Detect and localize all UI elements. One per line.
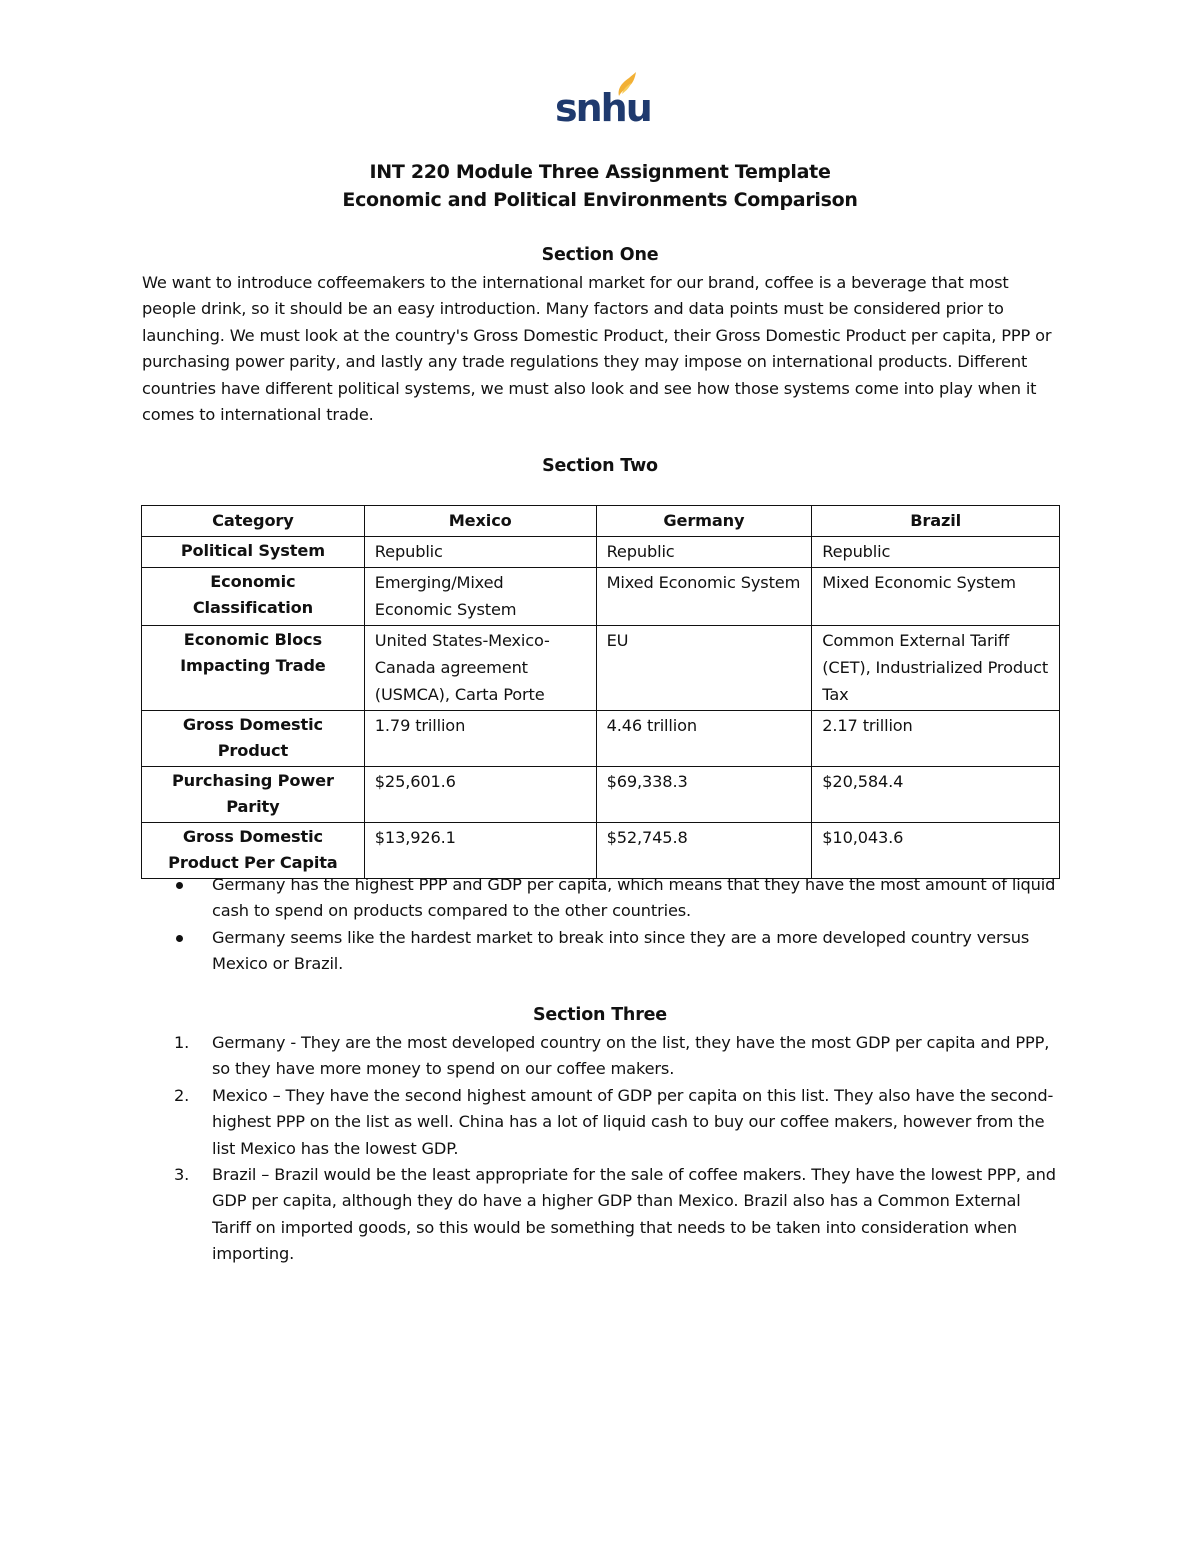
bullet-text: Germany has the highest PPP and GDP per capita, which means that they have the most amount of liquid cash to spend on products compared to the other countries. (212, 875, 1056, 921)
list-text: Brazil – Brazil would be the least appropriate for the sale of coffee makers. They have the lowest PPP, and GDP per capita, although they do have a higher GDP than Mexico. Brazil also has a Common External Tariff on imported goods, so this would be something that needs to be taken into consideration when importing. (212, 1165, 1056, 1264)
table-cell: EU (596, 626, 812, 711)
row-label: Economic Blocs Impacting Trade (142, 626, 365, 711)
header-brazil: Brazil (812, 506, 1060, 537)
section-one-body: We want to introduce coffeemakers to the international market for our brand, coffee is a beverage that most people drink, so it should be an easy introduction. Many factors and data points must be considered prior to launching. We must look at the country's Gross Domestic Product, their Gross Domestic Product per capita, PPP or purchasing power parity, and lastly any trade regulations they may impose on international products. Different countries have different political systems, we must also look and see how those systems come into play when it comes to international trade. (142, 273, 1052, 425)
comparison-table (141, 505, 1060, 879)
header-category: Category (142, 506, 365, 537)
list-number: 3. (174, 1165, 190, 1185)
table-cell: $13,926.1 (364, 823, 596, 879)
list-number: 2. (174, 1085, 190, 1105)
bullet-icon (176, 935, 183, 942)
table-cell: 4.46 trillion (596, 711, 812, 767)
row-label: Political System (142, 537, 365, 568)
list-item (142, 1030, 1060, 1083)
list-item (142, 925, 1060, 978)
row-label: Purchasing Power Parity (142, 767, 365, 823)
section-one-heading: Section One (541, 245, 659, 265)
section-three-list (142, 1030, 1060, 1268)
list-number: 1. (174, 1033, 190, 1052)
table-cell: Republic (364, 537, 596, 568)
table-cell: $52,745.8 (596, 823, 812, 879)
logo-wordmark: snhu (555, 86, 651, 130)
row-label: Economic Classification (142, 568, 365, 626)
table-row (142, 537, 1060, 568)
header-mexico: Mexico (364, 506, 596, 537)
table-cell: Common External Tariff (CET), Industrialized Product Tax (812, 626, 1060, 711)
table-cell: Republic (596, 537, 812, 568)
snhu-logo (555, 72, 651, 132)
table-cell: $69,338.3 (596, 767, 812, 823)
table-cell: $25,601.6 (364, 767, 596, 823)
table-row (142, 711, 1060, 767)
table-cell: Republic (812, 537, 1060, 568)
table-row (142, 823, 1060, 879)
table-cell: 2.17 trillion (812, 711, 1060, 767)
document-title: INT 220 Module Three Assignment Template (369, 161, 831, 183)
header-germany: Germany (596, 506, 812, 537)
section-two-heading: Section Two (542, 456, 658, 476)
table-row (142, 568, 1060, 626)
document-subtitle: Economic and Political Environments Comparison (342, 189, 858, 211)
row-label: Gross Domestic Product (142, 711, 365, 767)
table-cell: $10,043.6 (812, 823, 1060, 879)
table-cell: $20,584.4 (812, 767, 1060, 823)
table-cell: Mixed Economic System (596, 568, 812, 626)
table-row (142, 626, 1060, 711)
table-cell: Emerging/Mixed Economic System (364, 568, 596, 626)
list-item (142, 872, 1060, 925)
list-item (142, 1083, 1060, 1162)
section-three-heading: Section Three (533, 1005, 667, 1025)
list-item (142, 1162, 1060, 1268)
bullet-text: Germany seems like the hardest market to break into since they are a more developed country versus Mexico or Brazil. (212, 927, 1030, 974)
table-row (142, 767, 1060, 823)
bullet-icon (176, 882, 183, 889)
row-label: Gross Domestic Product Per Capita (142, 823, 365, 879)
list-text: Germany - They are the most developed country on the list, they have the most GDP per capita and PPP, so they have more money to spend on our coffee makers. (212, 1033, 1050, 1079)
section-two-bullets (142, 872, 1060, 978)
table-cell: 1.79 trillion (364, 711, 596, 767)
title-block (140, 158, 1060, 214)
list-text: Mexico – They have the second highest amount of GDP per capita on this list. They also have the second-highest PPP on the list as well. China has a lot of liquid cash to buy our coffee makers, however from the list Mexico has the lowest GDP. (212, 1085, 1054, 1158)
table-cell: Mixed Economic System (812, 568, 1060, 626)
table-header-row (142, 506, 1060, 537)
table-cell: United States-Mexico-Canada agreement (USMCA), Carta Porte (364, 626, 596, 711)
